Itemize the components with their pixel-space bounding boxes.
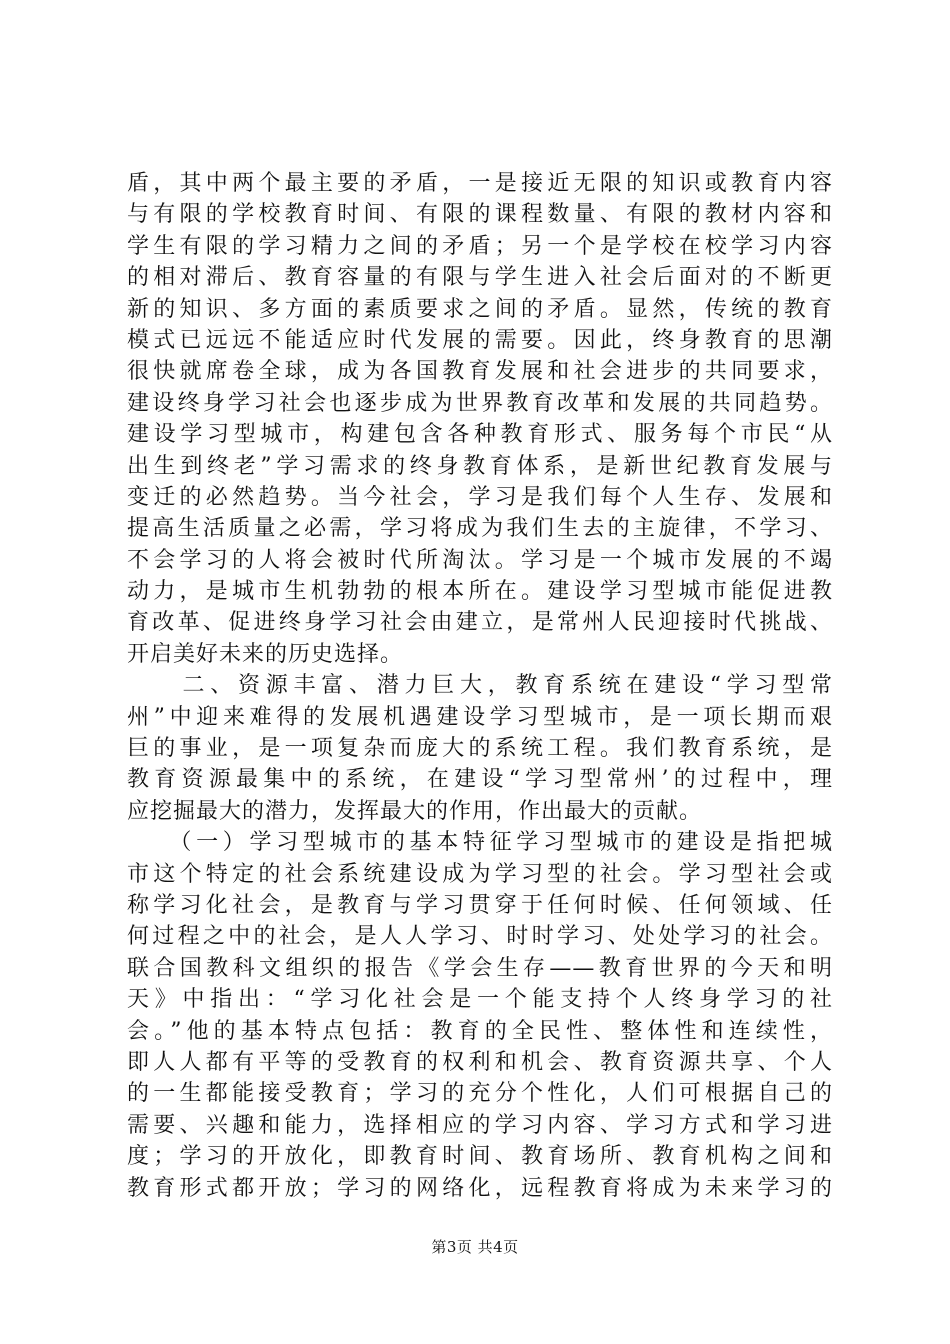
page-footer — [0, 1236, 950, 1257]
text-line: 应挖掘最大的潜力，发挥最大的作用，作出最大的贡献。 — [127, 798, 703, 824]
text-line: 的相对滞后、教育容量的有限与学生进入社会后面对的不断更 — [127, 265, 833, 291]
text-line: 天》中指出：“学习化社会是一个能支持个人终身学习的社 — [127, 987, 833, 1013]
text-line: 巨的事业，是一项复杂而庞大的系统工程。我们教育系统，是 — [127, 736, 833, 762]
text-line: 二、资源丰富、潜力巨大，教育系统在建设“学习型常 — [127, 673, 833, 699]
text-line: 的一生都能接受教育；学习的充分个性化，人们可根据自己的 — [127, 1081, 833, 1107]
text-line: 建设学习型城市，构建包含各种教育形式、服务每个市民“从 — [127, 422, 833, 448]
text-line: （一）学习型城市的基本特征学习型城市的建设是指把城 — [127, 830, 833, 856]
text-line: 盾，其中两个最主要的矛盾，一是接近无限的知识或教育内容 — [127, 171, 833, 196]
text-line: 不会学习的人将会被时代所淘汰。学习是一个城市发展的不竭 — [127, 547, 833, 573]
text-line: 很快就席卷全球，成为各国教育发展和社会进步的共同要求， — [127, 359, 833, 385]
text-line: 动力，是城市生机勃勃的根本所在。建设学习型城市能促进教 — [127, 579, 833, 605]
text-line: 何过程之中的社会，是人人学习、时时学习、处处学习的社会。 — [127, 924, 833, 950]
text-line: 开启美好未来的历史选择。 — [127, 641, 404, 667]
text-line: 出生到终老”学习需求的终身教育体系，是新世纪教育发展与 — [127, 453, 833, 479]
text-line: 联合国教科文组织的报告《学会生存——教育世界的今天和明 — [127, 955, 833, 981]
text-line: 即人人都有平等的受教育的权利和机会、教育资源共享、个人 — [127, 1049, 833, 1075]
text-line: 学生有限的学习精力之间的矛盾；另一个是学校在校学习内容 — [127, 233, 833, 259]
text-line: 提高生活质量之必需，学习将成为我们生去的主旋律，不学习、 — [127, 516, 833, 542]
text-line: 变迁的必然趋势。当今社会，学习是我们每个人生存、发展和 — [127, 484, 833, 510]
text-line: 模式已远远不能适应时代发展的需要。因此，终身教育的思潮 — [127, 327, 833, 353]
text-line: 度；学习的开放化，即教育时间、教育场所、教育机构之间和 — [127, 1144, 833, 1170]
text-line: 育改革、促进终身学习社会由建立，是常州人民迎接时代挑战、 — [127, 610, 833, 636]
text-line: 会。”他的基本特点包括：教育的全民性、整体性和连续性， — [127, 1018, 833, 1044]
document-body — [127, 168, 833, 1204]
text-line: 教育形式都开放；学习的网络化，远程教育将成为未来学习的 — [127, 1175, 833, 1201]
text-line: 新的知识、多方面的素质要求之间的矛盾。显然，传统的教育 — [127, 296, 833, 322]
text-line: 需要、兴趣和能力，选择相应的学习内容、学习方式和学习进 — [127, 1112, 833, 1138]
text-line: 州”中迎来难得的发展机遇建设学习型城市，是一项长期而艰 — [127, 704, 833, 730]
text-line: 称学习化社会，是教育与学习贯穿于任何时候、任何领域、任 — [127, 892, 833, 918]
page-number: 第3页 共4页 — [431, 1238, 519, 1256]
text-line: 与有限的学校教育时间、有限的课程数量、有限的教材内容和 — [127, 202, 833, 228]
text-line: 市这个特定的社会系统建设成为学习型的社会。学习型社会或 — [127, 861, 833, 887]
text-line: 教育资源最集中的系统，在建设“学习型常州’的过程中，理 — [127, 767, 833, 793]
text-line: 建设终身学习社会也逐步成为世界教育改革和发展的共同趋势。 — [127, 390, 833, 416]
